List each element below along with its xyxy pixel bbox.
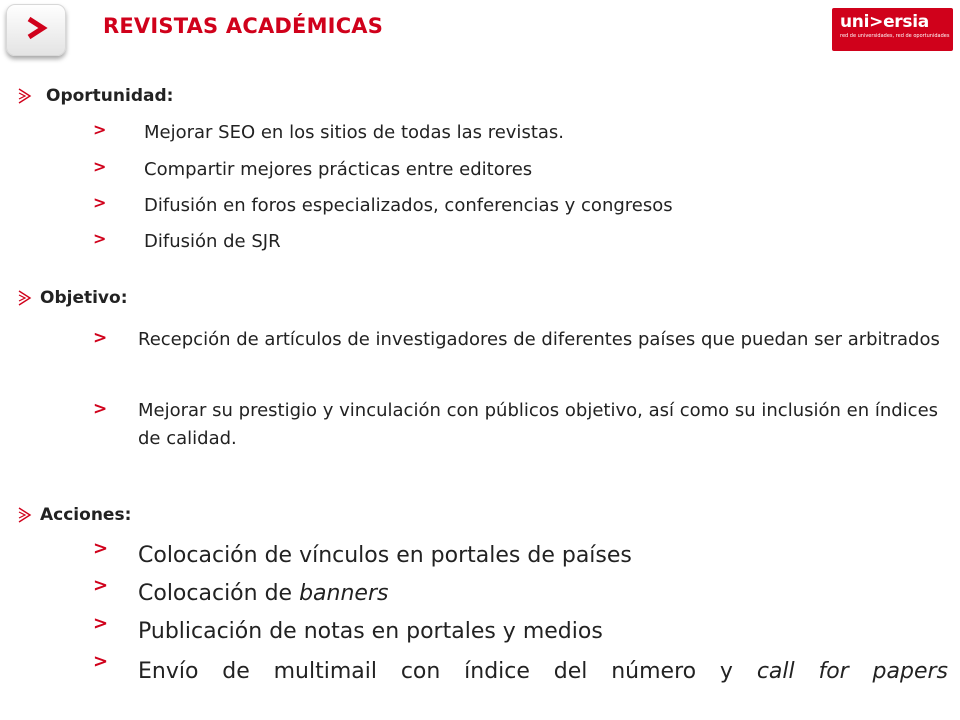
section-title: Objetivo: [40,288,128,308]
list-item-text: Difusión de SJR [144,231,281,252]
universia-logo [832,8,953,51]
logo-badge [6,4,66,56]
section-arrow-icon [16,86,36,106]
bullet-icon: > [93,399,108,419]
bullet-icon: > [93,229,107,248]
bullet-icon: > [93,157,107,176]
bullet-icon: > [93,538,109,559]
list-item-text: Mejorar su prestigio y vinculación con públicos objetivo, así como su inclusión en índices de calidad. [138,400,939,449]
page-title: REVISTAS ACADÉMICAS [103,14,384,38]
section-arrow-icon [16,288,36,308]
chevron-right-icon [21,13,51,47]
list-item-text: Recepción de artículos de investigadores de diferentes países que puedan ser arbitrados [138,329,940,350]
bullet-icon: > [93,120,107,139]
list-item-text: Compartir mejores prácticas entre editores [144,159,533,180]
list-item-text: Colocación de vínculos en portales de países [138,543,632,568]
list-item-text: Colocación de banners [138,581,389,606]
list-item-text: Difusión en foros especializados, conferencias y congresos [144,195,673,216]
bullet-icon: > [93,575,109,596]
list-item-text: Envío de multimail con índice del número y call for papers [138,659,949,684]
list-item-text: Publicación de notas en portales y medios [138,619,603,644]
list-item-text: Mejorar SEO en los sitios de todas las revistas. [144,122,565,143]
section-title: Acciones: [40,505,132,525]
section-title: Oportunidad: [46,86,174,106]
bullet-icon: > [93,193,107,212]
brand-tagline: red de universidades, red de oportunidades [840,33,950,39]
bullet-icon: > [93,651,109,672]
bullet-icon: > [93,613,109,634]
section-arrow-icon [16,505,36,525]
bullet-icon: > [93,328,108,348]
brand-name: uni>ersia [840,12,929,32]
